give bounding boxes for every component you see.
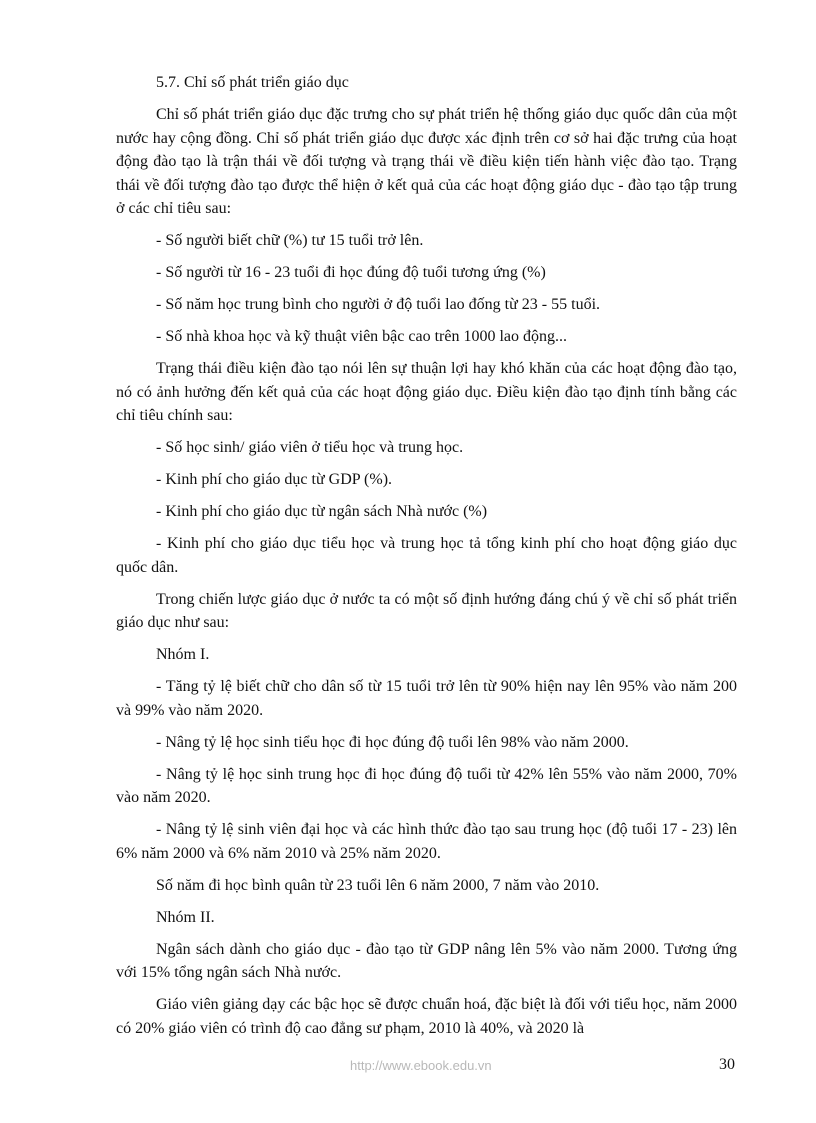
list-item: - Số học sinh/ giáo viên ở tiểu học và trung học. <box>156 439 464 456</box>
page-content <box>116 71 737 1049</box>
footer-url: http://www.ebook.edu.vn <box>350 1058 492 1073</box>
paragraph: Ngân sách dành cho giáo dục - đào tạo từ GDP nâng lên 5% vào năm 2000. Tương ứng với 15% tổng ngân sách Nhà nước. <box>116 940 737 981</box>
group-heading: Nhóm II. <box>156 908 215 926</box>
list-item: - Kinh phí cho giáo dục từ ngân sách Nhà nước (%) <box>156 503 488 520</box>
list-item: - Kinh phí cho giáo dục tiểu học và trung học tả tổng kinh phí cho hoạt động giáo dục quốc dân. <box>116 535 737 576</box>
paragraph: Trạng thái điều kiện đào tạo nói lên sự thuận lợi hay khó khăn của các hoạt động đào tạo, nó có ảnh hưởng đến kết quả của các hoạt động giáo dục. Điều kiện đào tạo định tính bằng các chỉ tiêu chính sau: <box>116 360 737 424</box>
list-item: - Nâng tỷ lệ học sinh trung học đi học đúng độ tuổi từ 42% lên 55% vào năm 2000, 70% vào năm 2020. <box>116 765 737 806</box>
paragraph: Trong chiến lược giáo dục ở nước ta có một số định hướng đáng chú ý về chỉ số phát triển giáo dục như sau: <box>116 590 737 631</box>
list-item: - Số người biết chữ (%) tư 15 tuổi trở lên. <box>156 232 424 249</box>
paragraph: Số năm đi học bình quân từ 23 tuổi lên 6 năm 2000, 7 năm vào 2010. <box>156 876 600 894</box>
list-item: - Kinh phí cho giáo dục từ GDP (%). <box>156 471 393 488</box>
section-title: 5.7. Chỉ số phát triển giáo dục <box>156 74 349 91</box>
list-item: - Tăng tỷ lệ biết chữ cho dân số từ 15 tuổi trở lên từ 90% hiện nay lên 95% vào năm 200 và 99% vào năm 2020. <box>116 678 737 719</box>
list-item: - Nâng tỷ lệ sinh viên đại học và các hình thức đào tạo sau trung học (độ tuổi 17 - 23) lên 6% năm 2000 và 6% năm 2010 và 25% năm 2020. <box>116 821 737 862</box>
list-item: - Số người từ 16 - 23 tuổi đi học đúng độ tuổi tương ứng (%) <box>156 264 546 281</box>
paragraph: Giáo viên giảng dạy các bậc học sẽ được chuẩn hoá, đặc biệt là đối với tiểu học, năm 2000 có 20% giáo viên có trình độ cao đẳng sư phạm, 2010 là 40%, và 2020 là <box>116 996 737 1037</box>
paragraph: Chỉ số phát triển giáo dục đặc trưng cho sự phát triển hệ thống giáo dục quốc dân của một nước hay cộng đồng. Chỉ số phát triển giáo dục được xác định trên cơ sở hai đặc trưng của hoạt động đào tạo là trận thái về đối tượng và trạng thái về điều kiện tiến hành việc đào tạo. Trạng thái về đối tượng đào tạo được thể hiện ở kết quả của các hoạt động giáo dục - đào tạo tập trung ở các chỉ tiêu sau: <box>116 106 737 217</box>
list-item: - Nâng tỷ lệ học sinh tiểu học đi học đúng độ tuổi lên 98% vào năm 2000. <box>156 733 629 751</box>
list-item: - Số nhà khoa học và kỹ thuật viên bậc cao trên 1000 lao động... <box>156 328 567 345</box>
group-heading: Nhóm I. <box>156 646 210 663</box>
list-item: - Số năm học trung bình cho người ở độ tuổi lao đống từ 23 - 55 tuổi. <box>156 296 601 313</box>
page-number: 30 <box>719 1056 735 1073</box>
